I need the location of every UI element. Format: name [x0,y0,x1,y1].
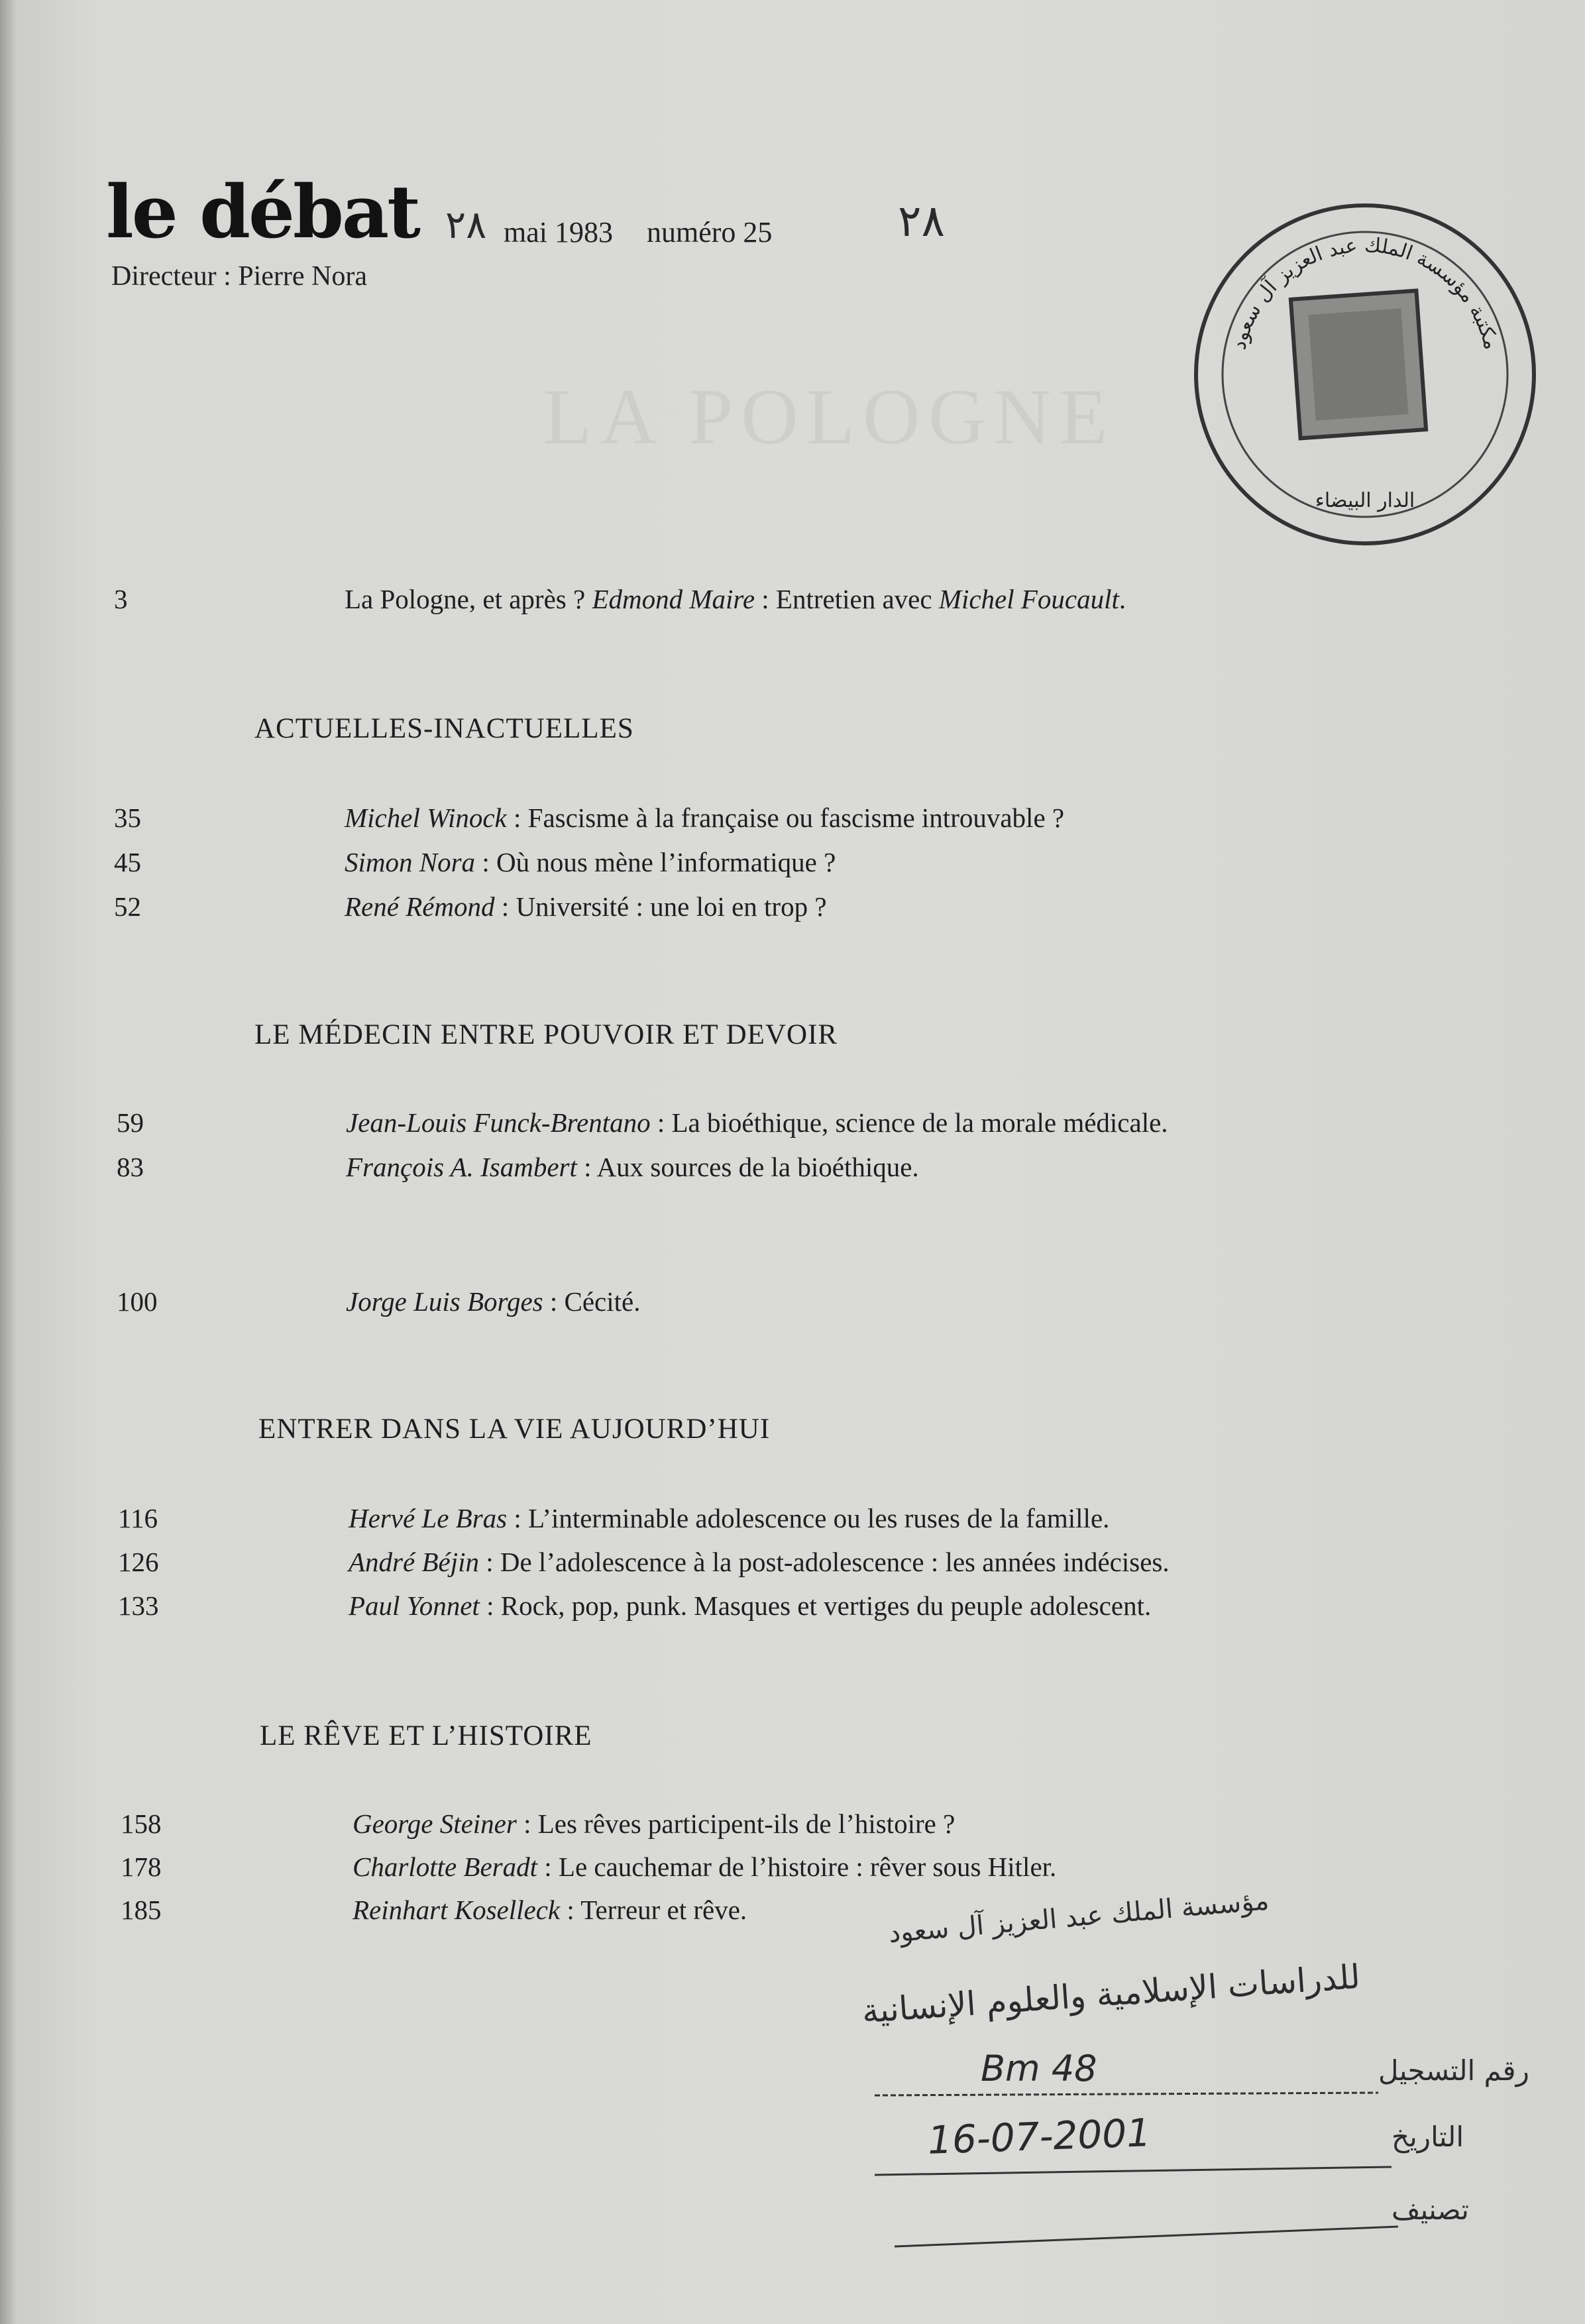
entry-title: : Université : une loi en trop ? [494,891,827,922]
page-number: 59 [117,1107,144,1138]
issue-number: numéro 25 [646,216,773,249]
entry-title: : Où nous mène l’informatique ? [475,847,836,877]
registration-number-value: Bm 48 [981,2048,1097,2089]
entry-title: : Terreur et rêve. [560,1895,747,1925]
entry-title: : Les rêves participent-ils de l’histoire ? [516,1808,956,1839]
entry-title: : Cécité. [543,1286,641,1317]
entry-text [349,1502,1109,1534]
registration-institution-line: للدراسات الإسلامية والعلوم الإنسانية [860,1957,1362,2031]
entry-text [353,1894,747,1926]
page-number: 133 [118,1590,159,1621]
entry-author: George Steiner [353,1808,517,1839]
section-title: LE MÉDECIN ENTRE POUVOIR ET DEVOIR [254,1019,838,1050]
section-title: LE RÊVE ET L’HISTOIRE [260,1720,592,1751]
page-number: 45 [114,847,141,877]
entry-title: : Le cauchemar de l’histoire : rêver sous Hitler. [537,1852,1057,1882]
page-number: 83 [117,1152,144,1182]
entry-author: Jean-Louis Funck-Brentano [346,1107,651,1138]
registration-date-underline [875,2160,1392,2180]
entry-author: René Rémond [345,891,495,922]
entry-author: Simon Nora [345,847,476,877]
page-number: 116 [118,1503,158,1533]
entry-title-part: La Pologne, et après ? [345,584,592,614]
entry-author: Charlotte Beradt [353,1852,538,1882]
entry-author: Paul Yonnet [349,1590,480,1621]
page-number: 35 [114,802,141,833]
registration-classification-underline [895,2213,1398,2253]
entry-author: Reinhart Koselleck [353,1895,561,1925]
entry-text [345,583,1126,615]
stamp-emblem-inner [1309,308,1409,420]
registration-institution-line: مؤسسة الملك عبد العزيز آل سعود [887,1885,1270,1950]
show-through-text: LA POLOGNE [543,372,1116,461]
section-title: ACTUELLES-INACTUELLES [254,713,634,744]
entry-text [345,802,1064,834]
registration-classification-label: تصنيف [1392,2193,1469,2226]
registration-number-underline [875,2087,1378,2101]
issue-info [504,215,798,249]
issue-date: mai 1983 [504,216,613,249]
registration-annotation [848,1875,1577,2299]
page-number: 100 [117,1286,158,1317]
entry-author: Michel Foucault [938,584,1119,614]
page-binding-edge [0,0,17,2324]
entry-title-part: . [1119,584,1126,614]
registration-number-label: رقم التسجيل [1378,2054,1529,2087]
page-number: 185 [121,1895,162,1925]
entry-title: : De l’adolescence à la post-adolescence : les années indécises. [478,1547,1170,1577]
entry-text [346,1286,641,1317]
section-title: ENTRER DANS LA VIE AUJOURD’HUI [258,1413,771,1445]
page-number: 126 [118,1547,159,1577]
entry-author: François A. Isambert [346,1152,577,1182]
page-number: 52 [114,891,141,922]
entry-title: : L’interminable adolescence ou les ruses de la famille. [507,1503,1110,1533]
entry-text [353,1808,955,1840]
handwritten-issue-number-left: ٢٨ [445,202,487,247]
handwritten-issue-number-right: ٢٨ [898,195,945,247]
stamp-bottom-text: الدار البيضاء [1315,489,1415,512]
entry-title-part: : Entretien avec [755,584,939,614]
library-stamp [1179,189,1551,560]
entry-title: : Fascisme à la française ou fascisme introuvable ? [506,802,1065,833]
page-number: 158 [121,1808,162,1839]
entry-author: Jorge Luis Borges [346,1286,543,1317]
entry-text [345,891,827,922]
entry-author: Hervé Le Bras [349,1503,508,1533]
entry-text [349,1546,1170,1578]
journal-logo: le débat [106,169,419,254]
entry-author: Michel Winock [345,802,507,833]
entry-text [346,1151,919,1183]
page-number: 178 [121,1852,162,1882]
entry-title: : La bioéthique, science de la morale médicale. [650,1107,1168,1138]
entry-text [346,1107,1168,1138]
entry-title: : Aux sources de la bioéthique. [576,1152,919,1182]
registration-date-value: 16-07-2001 [926,2110,1152,2163]
page-number: 3 [114,584,128,614]
director-line: Directeur : Pierre Nora [111,261,367,292]
registration-date-label: التاريخ [1392,2121,1464,2153]
entry-author: Edmond Maire [592,584,755,614]
entry-title: : Rock, pop, punk. Masques et vertiges du peuple adolescent. [479,1590,1152,1621]
entry-author: André Béjin [349,1547,479,1577]
entry-text [349,1590,1151,1622]
entry-text [345,846,836,878]
stamp-top-text: مكتبة مؤسسة الملك عبد العزيز آل سعود [1227,233,1503,352]
